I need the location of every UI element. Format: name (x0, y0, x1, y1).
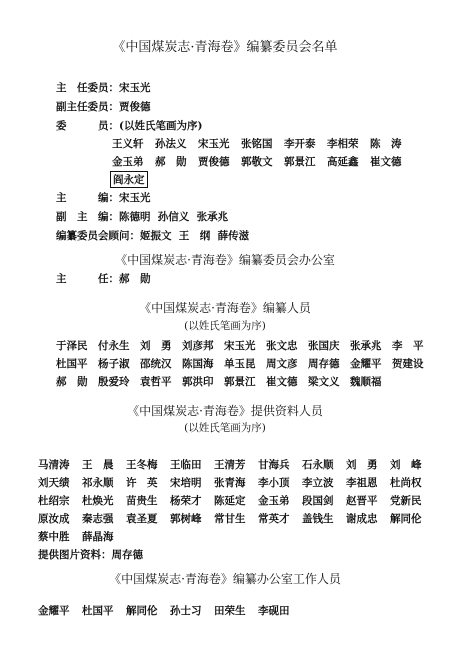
providers-photo (38, 547, 143, 562)
committee-deputy-editor-value: 陈德明 孙信义 张承兆 (119, 211, 229, 223)
provider-name: 刘 勇 (346, 459, 378, 471)
editor-name: 魏顺福 (350, 376, 382, 388)
provider-name: 刘天绩 (38, 477, 70, 489)
editor-name: 张承兆 (350, 340, 382, 352)
member-name: 金玉弟 (112, 156, 144, 168)
provider-name: 解同伦 (390, 513, 422, 525)
provider-name: 李小顶 (258, 477, 290, 489)
editor-name: 刘 勇 (140, 340, 172, 352)
committee-deputy-editor (56, 209, 228, 224)
provider-name: 张青海 (214, 477, 246, 489)
editor-name: 周文彦 (266, 358, 298, 370)
member-name: 李开泰 (284, 138, 316, 150)
member-name: 王义轩 (112, 138, 144, 150)
editor-name: 梁文义 (308, 376, 340, 388)
provider-name: 甘海兵 (258, 459, 290, 471)
staff-name: 李砚田 (258, 605, 290, 617)
committee-members-label: 委 员： (56, 120, 119, 132)
editor-name: 周存德 (308, 358, 340, 370)
office-director-value: 郝 勋 (119, 273, 151, 285)
editor-name: 单玉昆 (224, 358, 256, 370)
member-name: 郭景江 (284, 156, 316, 168)
provider-name: 王清芳 (214, 459, 246, 471)
committee-director (56, 80, 151, 95)
editor-name: 郭洪印 (182, 376, 214, 388)
committee-advisor (56, 228, 249, 243)
provider-name: 金玉弟 (258, 495, 290, 507)
office-director (56, 271, 151, 286)
member-name: 贾俊德 (198, 156, 230, 168)
office-title: 《中国煤炭志·青海卷》编纂委员会办公室 (115, 253, 335, 267)
provider-name: 党新民 (390, 495, 422, 507)
provider-name: 杜焕光 (82, 495, 114, 507)
member-name: 高延鑫 (327, 156, 359, 168)
editor-name: 郝 勋 (56, 376, 88, 388)
provider-name: 李祖恩 (346, 477, 378, 489)
committee-editor (56, 190, 151, 205)
committee-deputy (56, 99, 151, 114)
staff-name: 孙士习 (170, 605, 202, 617)
provider-name: 石永顺 (302, 459, 334, 471)
committee-advisor-value: 姬振文 王 纲 薛传滋 (140, 230, 250, 242)
committee-deputy-editor-label: 副 主 编： (56, 211, 119, 223)
provider-name: 薛晶海 (82, 531, 114, 543)
provider-name: 宋培明 (170, 477, 202, 489)
committee-members-header (56, 118, 202, 133)
editor-name: 陈国海 (182, 358, 214, 370)
editor-name: 贺建设 (392, 358, 424, 370)
provider-name: 赵晋平 (346, 495, 378, 507)
staff-name: 金耀平 (38, 605, 70, 617)
provider-name: 谢成忠 (346, 513, 378, 525)
providers-title: 《中国煤炭志·青海卷》提供资料人员 (127, 404, 323, 418)
committee-editor-label: 主 编： (56, 192, 119, 204)
committee-title: 《中国煤炭志·青海卷》编纂委员会名单 (112, 40, 338, 55)
editor-name: 宋玉光 (224, 340, 256, 352)
provider-name: 李立波 (302, 477, 334, 489)
provider-name: 王临田 (170, 459, 202, 471)
staff-name: 杜国平 (82, 605, 114, 617)
office-director-label: 主 任： (56, 273, 119, 285)
provider-name: 杜尚权 (390, 477, 422, 489)
member-name: 李相荣 (327, 138, 359, 150)
editors-title: 《中国煤炭志·青海卷》编纂人员 (139, 301, 311, 315)
editor-name: 邵统汉 (140, 358, 172, 370)
editor-name: 付永生 (98, 340, 130, 352)
provider-name: 盖钱生 (302, 513, 334, 525)
member-name-boxed: 阎永定 (110, 171, 148, 188)
provider-name: 郭树峰 (170, 513, 202, 525)
committee-director-value: 宋玉光 (119, 82, 151, 94)
provider-name: 蔡中胜 (38, 531, 70, 543)
provider-name: 王 晨 (82, 459, 114, 471)
committee-director-label: 主 任委员： (56, 82, 119, 94)
member-name: 陈 涛 (370, 138, 402, 150)
staff-name: 解同伦 (126, 605, 158, 617)
member-name: 张铭国 (241, 138, 273, 150)
provider-name: 原汝成 (38, 513, 70, 525)
provider-name: 段国剑 (302, 495, 334, 507)
editor-name: 刘彦邦 (182, 340, 214, 352)
editor-name: 杜国平 (56, 358, 88, 370)
editor-name: 张国庆 (308, 340, 340, 352)
committee-deputy-value: 贾俊德 (119, 101, 151, 113)
editor-name: 杨子淑 (98, 358, 130, 370)
editor-name: 袁哲平 (140, 376, 172, 388)
editor-name: 金耀平 (350, 358, 382, 370)
provider-name: 常英才 (258, 513, 290, 525)
editor-name: 李 平 (392, 340, 424, 352)
providers-photo-value: 周存德 (111, 549, 143, 561)
provider-name: 祁永顺 (82, 477, 114, 489)
providers-note: (以姓氏笔画为序) (184, 422, 266, 434)
provider-name: 秦志强 (82, 513, 114, 525)
member-name: 孙法义 (155, 138, 187, 150)
committee-members-note: (以姓氏笔画为序) (119, 120, 203, 132)
provider-name: 马清涛 (38, 459, 70, 471)
editor-name: 于泽民 (56, 340, 88, 352)
editor-name: 殷爱玲 (98, 376, 130, 388)
editors-note: (以姓氏笔画为序) (184, 320, 266, 332)
provider-name: 杨荣才 (170, 495, 202, 507)
provider-name: 许 英 (126, 477, 158, 489)
provider-name: 苗贵生 (126, 495, 158, 507)
member-name: 宋玉光 (198, 138, 230, 150)
member-name: 郝 勋 (155, 156, 187, 168)
editor-name: 张文忠 (266, 340, 298, 352)
committee-advisor-label: 编纂委员会顾问： (56, 230, 140, 242)
provider-name: 王冬梅 (126, 459, 158, 471)
editor-name: 崔文德 (266, 376, 298, 388)
editor-name: 郭景江 (224, 376, 256, 388)
staff-title: 《中国煤炭志·青海卷》编纂办公室工作人员 (109, 572, 341, 586)
provider-name: 常甘生 (214, 513, 246, 525)
provider-name: 陈延定 (214, 495, 246, 507)
provider-name: 刘 峰 (390, 459, 422, 471)
provider-name: 杜绍宗 (38, 495, 70, 507)
member-name: 崔文德 (370, 156, 402, 168)
provider-name: 袁圣夏 (126, 513, 158, 525)
committee-editor-value: 宋玉光 (119, 192, 151, 204)
committee-deputy-label: 副主任委员： (56, 101, 119, 113)
staff-name: 田荣生 (214, 605, 246, 617)
providers-photo-label: 提供图片资料： (38, 549, 112, 561)
member-name: 郭敬文 (241, 156, 273, 168)
